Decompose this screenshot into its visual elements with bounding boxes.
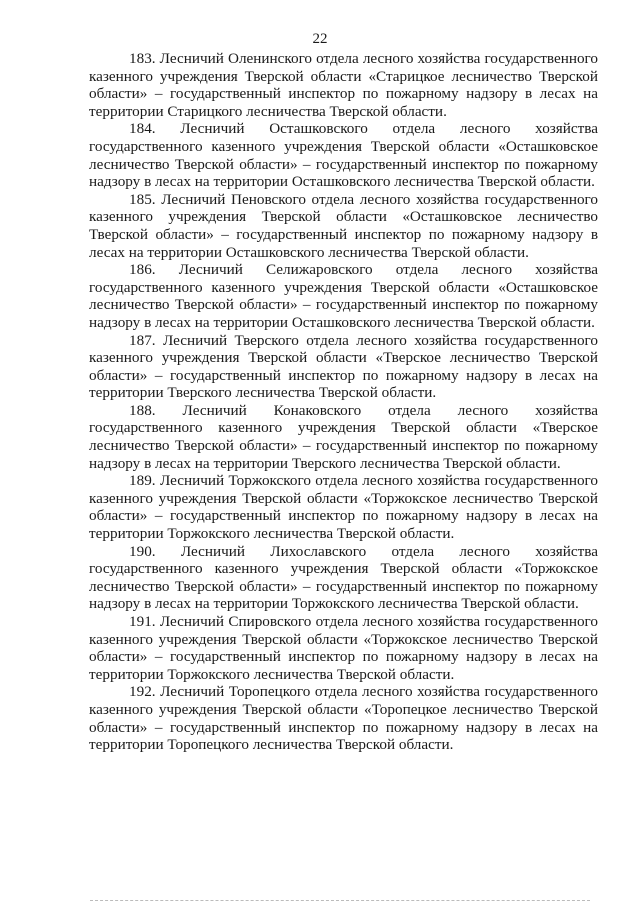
list-item (89, 50, 598, 120)
item-number: 184. (129, 120, 156, 138)
item-text: Лесничий Оленинского отдела лесного хозяйства государственного казенного учреждения Тверской области «Старицкое лесничество Тверской области» – государственный инспектор по пожарному надзору в лесах на территории Старицкого лесничества Тверской области. (89, 50, 598, 120)
item-number: 192. (129, 683, 156, 701)
item-text: Лесничий Спировского отдела лесного хозяйства государственного казенного учреждения Тверской области «Торжокское лесничество Тверской области» – государственный инспектор по пожарному надзору в лесах на территории Торжокского лесничества Тверской области. (89, 613, 598, 683)
item-text: Лесничий Торопецкого отдела лесного хозяйства государственного казенного учреждения Тверской области «Торопецкое лесничество Тверской области» – государственный инспектор по пожарному надзору в лесах на территории Торопецкого лесничества Тверской области. (89, 683, 598, 754)
document-body (89, 50, 598, 754)
item-number: 189. (129, 472, 156, 490)
item-text: Лесничий Конаковского отдела лесного хозяйства государственного казенного учреждения Тверской области «Тверское лесничество Тверской области» – государственный инспектор по пожарному надзору в лесах на территории Тверского лесничества Тверской области. (89, 401, 598, 472)
list-item (89, 472, 598, 542)
list-item (89, 613, 598, 683)
item-number: 185. (129, 190, 156, 208)
list-item (89, 683, 598, 753)
page-number: 22 (312, 31, 328, 47)
page-bottom-rule (90, 900, 590, 901)
list-item (89, 332, 598, 402)
item-text: Лесничий Селижаровского отдела лесного хозяйства государственного казенного учреждения Тверской области «Осташковское лесничество Тверской области» – государственный инспектор по пожарному надзору в лесах на территории Осташковского лесничества Тверской области. (89, 261, 598, 331)
item-text: Лесничий Пеновского отдела лесного хозяйства государственного казенного учреждения Тверской области «Осташковское лесничество Тверской области» – государственный инспектор по пожарному надзору в лесах на территории Осташковского лесничества Тверской области. (89, 190, 598, 261)
item-number: 183. (129, 50, 156, 67)
item-text: Лесничий Тверского отдела лесного хозяйства государственного казенного учреждения Тверской области «Тверское лесничество Тверской области» – государственный инспектор по пожарному надзору в лесах на территории Тверского лесничества Тверской области. (89, 331, 599, 402)
item-text: Лесничий Лихославского отдела лесного хозяйства государственного казенного учреждения Тверской области «Торжокское лесничество Тверской области» – государственный инспектор по пожарному надзору в лесах на территории Торжокского лесничества Тверской области. (89, 542, 598, 613)
item-number: 188. (129, 401, 156, 419)
item-number: 187. (129, 331, 156, 349)
item-number: 191. (129, 613, 156, 630)
list-item (89, 261, 598, 331)
item-text: Лесничий Торжокского отдела лесного хозяйства государственного казенного учреждения Тверской области «Торжокское лесничество Тверской области» – государственный инспектор по пожарному надзору в лесах на территории Торжокского лесничества Тверской области. (89, 472, 599, 543)
list-item (89, 402, 598, 472)
list-item (89, 120, 598, 190)
list-item (89, 543, 598, 613)
item-number: 190. (129, 542, 156, 560)
list-item (89, 191, 598, 261)
item-number: 186. (129, 261, 156, 279)
item-text: Лесничий Осташковского отдела лесного хозяйства государственного казенного учреждения Тверской области «Осташковское лесничество Тверской области» – государственный инспектор по пожарному надзору в лесах на территории Осташковского лесничества Тверской области. (89, 120, 598, 191)
